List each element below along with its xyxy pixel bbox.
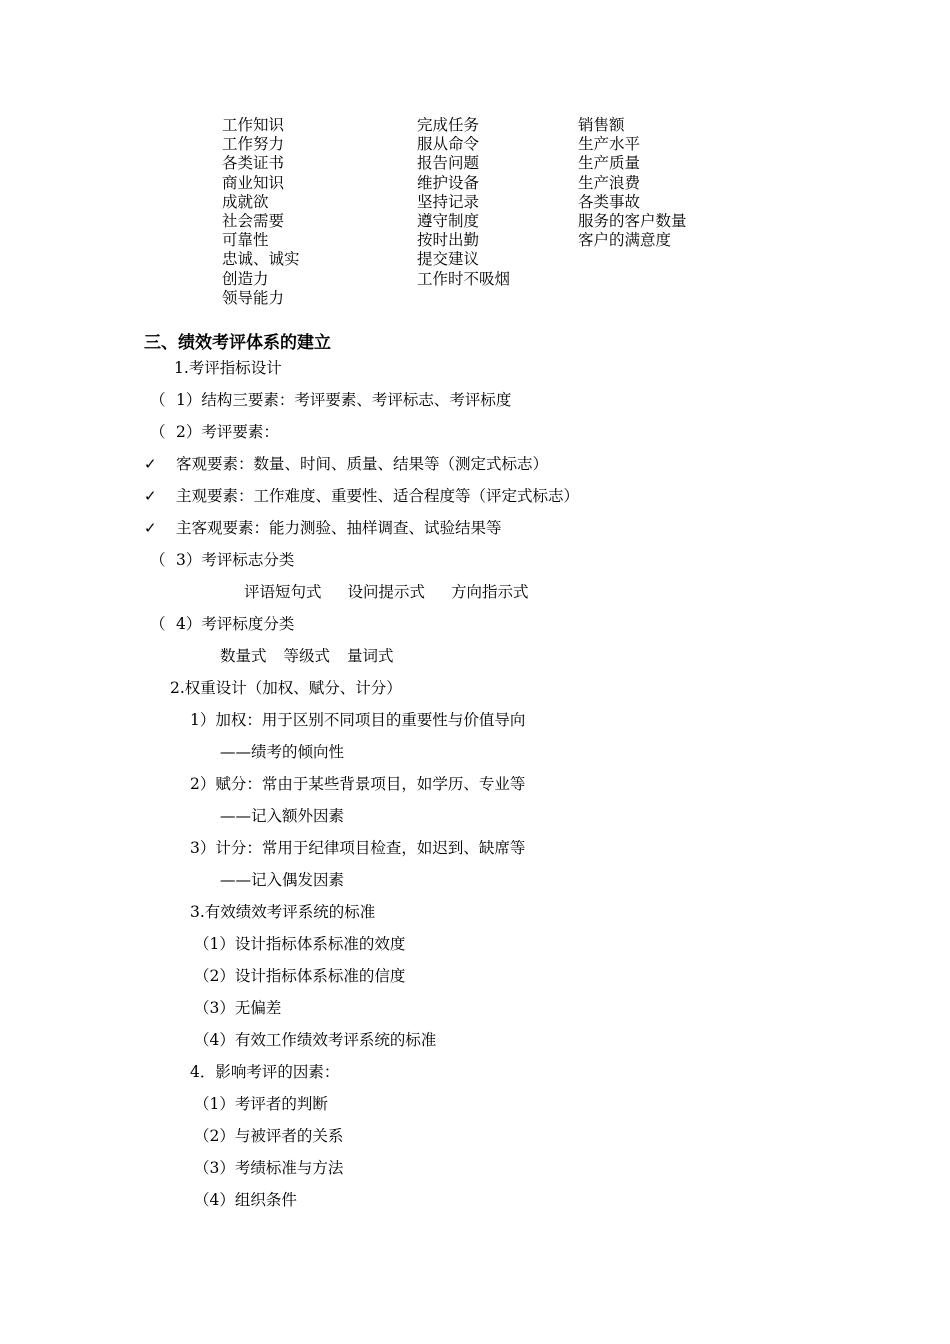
subsection-title-1: 1.考评指标设计 xyxy=(174,359,282,377)
list-item: 坚持记录 xyxy=(417,192,480,211)
paren-marker: （ xyxy=(150,423,166,441)
weight-item-1: 1）加权：用于区别不同项目的重要性与价值导向 xyxy=(190,711,526,729)
subsection-title-2: 2.权重设计（加权、赋分、计分） xyxy=(170,679,402,697)
item-marker-types: 3）考评标志分类 xyxy=(176,551,295,569)
standard-item: （1）设计指标体系标准的效度 xyxy=(194,935,406,953)
check-item-subjective: 主观要素：工作难度、重要性、适合程度等（评定式标志） xyxy=(176,487,580,505)
scale-type: 数量式 xyxy=(220,647,267,665)
list-column-1 xyxy=(222,116,300,308)
check-icon: ✓ xyxy=(144,455,157,473)
standard-item: （4）有效工作绩效考评系统的标准 xyxy=(194,1031,437,1049)
marker-type: 设问提示式 xyxy=(347,583,426,601)
paren-marker: （ xyxy=(150,551,166,569)
weight-item-2: 2）赋分：常由于某些背景项目，如学历、专业等 xyxy=(190,775,526,793)
section-title: 三、绩效考评体系的建立 xyxy=(144,333,331,353)
list-item: 忠诚、诚实 xyxy=(222,250,300,269)
list-column-2 xyxy=(417,116,510,289)
standard-item: （3）无偏差 xyxy=(194,999,282,1017)
list-item: 工作知识 xyxy=(222,116,285,134)
list-item: 商业知识 xyxy=(222,173,285,192)
list-item: 领导能力 xyxy=(222,288,285,307)
list-item: 销售额 xyxy=(578,116,625,134)
list-item: 工作时不吸烟 xyxy=(417,269,511,288)
list-item: 维护设备 xyxy=(417,173,480,192)
item-scale-types: 4）考评标度分类 xyxy=(176,615,295,633)
subsection-title-3: 3.有效绩效考评系统的标准 xyxy=(190,903,376,921)
paren-marker: （ xyxy=(150,615,166,633)
item-elements: 2）考评要素： xyxy=(176,423,279,441)
factor-item: （1）考评者的判断 xyxy=(194,1095,328,1113)
weight-note-2: ——记入额外因素 xyxy=(220,807,345,825)
scale-type: 量词式 xyxy=(347,647,394,665)
list-item: 可靠性 xyxy=(222,231,269,250)
list-item: 报告问题 xyxy=(417,154,480,173)
list-item: 提交建议 xyxy=(417,250,480,269)
marker-type: 评语短句式 xyxy=(244,583,322,601)
list-item: 按时出勤 xyxy=(417,231,480,250)
list-item: 生产水平 xyxy=(578,135,641,154)
scale-type-list xyxy=(220,646,394,666)
factor-item: （2）与被评者的关系 xyxy=(194,1127,344,1145)
list-item: 社会需要 xyxy=(222,212,285,231)
marker-type-list xyxy=(244,582,529,602)
list-item: 服从命令 xyxy=(417,135,480,154)
list-item: 客户的满意度 xyxy=(578,231,672,250)
list-item: 服务的客户数量 xyxy=(578,212,687,231)
list-item: 各类证书 xyxy=(222,154,285,173)
list-item: 创造力 xyxy=(222,269,269,288)
list-item: 各类事故 xyxy=(578,192,641,211)
check-icon: ✓ xyxy=(144,487,157,505)
check-item-objective: 客观要素：数量、时间、质量、结果等（测定式标志） xyxy=(176,455,549,473)
list-column-3 xyxy=(578,116,687,250)
standard-item: （2）设计指标体系标准的信度 xyxy=(194,967,406,985)
weight-item-3: 3）计分：常用于纪律项目检查，如迟到、缺席等 xyxy=(190,839,526,857)
factor-item: （3）考绩标准与方法 xyxy=(194,1159,344,1177)
subsection-title-4: 4．影响考评的因素： xyxy=(190,1063,340,1081)
list-item: 遵守制度 xyxy=(417,212,480,231)
list-item: 生产浪费 xyxy=(578,173,641,192)
list-item: 生产质量 xyxy=(578,154,641,173)
list-item: 成就欲 xyxy=(222,192,269,211)
scale-type: 等级式 xyxy=(283,647,331,665)
marker-type: 方向指示式 xyxy=(451,583,529,601)
weight-note-3: ——记入偶发因素 xyxy=(220,871,345,889)
check-item-mixed: 主客观要素：能力测验、抽样调查、试验结果等 xyxy=(176,519,502,537)
list-item: 工作努力 xyxy=(222,135,285,154)
check-icon: ✓ xyxy=(144,519,157,537)
weight-note-1: ——绩考的倾向性 xyxy=(220,743,345,761)
item-structure: 1）结构三要素：考评要素、考评标志、考评标度 xyxy=(176,391,512,409)
list-item: 完成任务 xyxy=(417,116,480,134)
factor-item: （4）组织条件 xyxy=(194,1191,297,1209)
paren-marker: （ xyxy=(150,391,166,409)
